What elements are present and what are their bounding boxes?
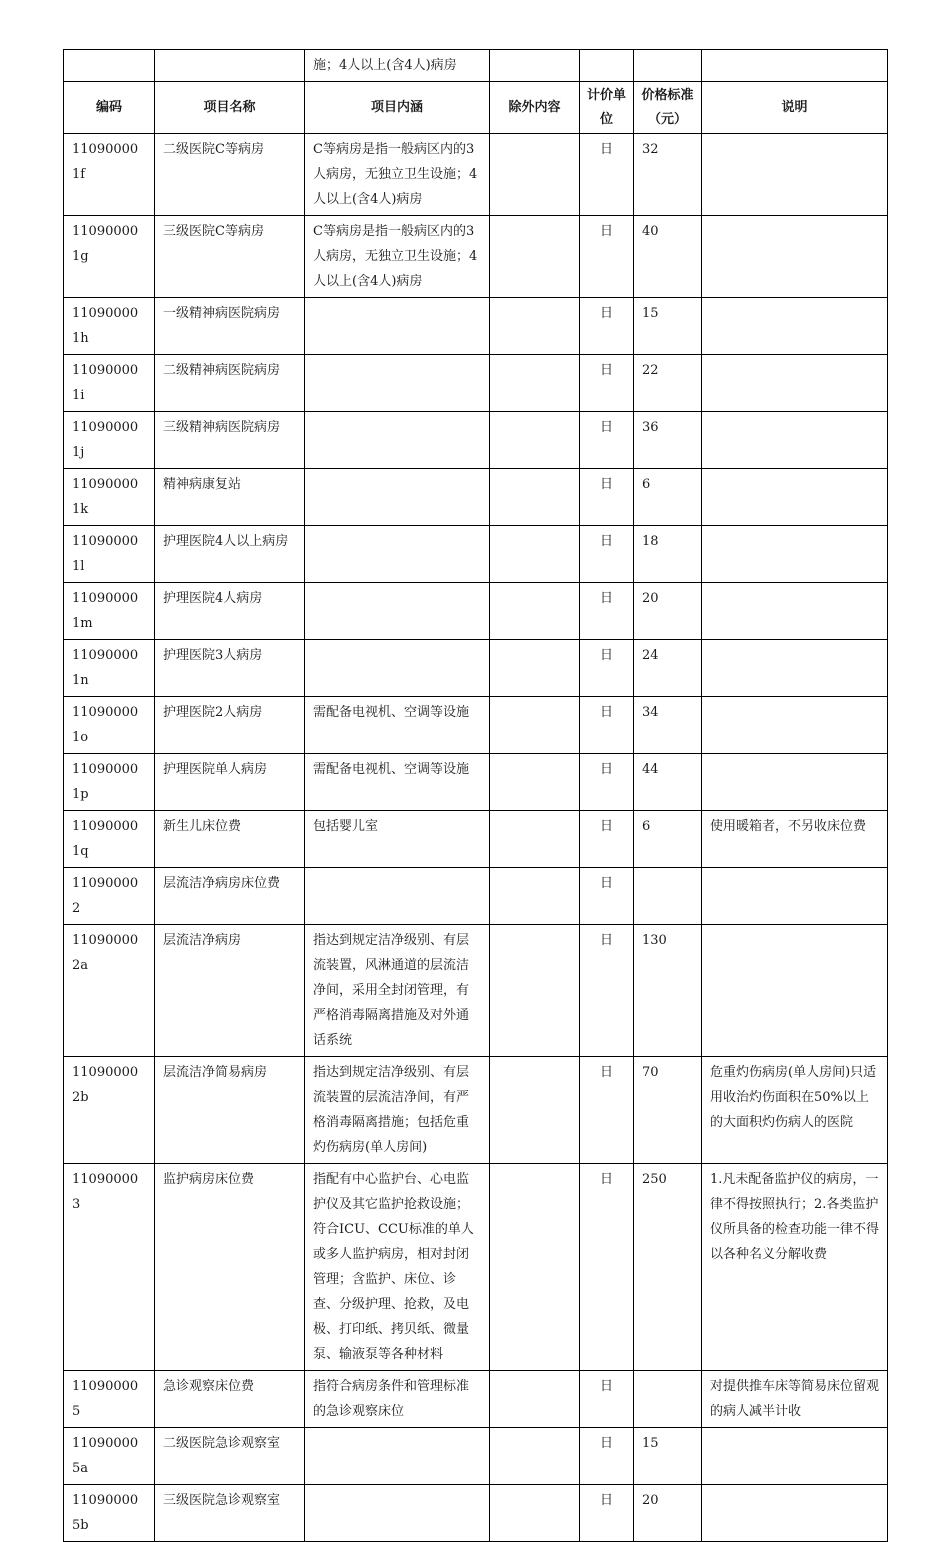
- exclusion-cell: [490, 1371, 580, 1428]
- name-cell: 层流洁净简易病房: [155, 1057, 305, 1164]
- code-cell: 110900001n: [64, 640, 155, 697]
- name-cell: 三级精神病医院病房: [155, 412, 305, 469]
- name-cell: 护理医院3人病房: [155, 640, 305, 697]
- content-cell: [305, 526, 490, 583]
- code-cell: 110900005a: [64, 1428, 155, 1485]
- exclusion-cell: [490, 355, 580, 412]
- name-cell: 层流洁净病房: [155, 925, 305, 1057]
- price-cell: 6: [634, 469, 702, 526]
- name-cell: 精神病康复站: [155, 469, 305, 526]
- price-cell: [634, 868, 702, 925]
- exclusion-cell: [490, 469, 580, 526]
- header-row: [64, 82, 888, 134]
- table-row: [64, 754, 888, 811]
- unit-cell: 日: [580, 868, 634, 925]
- unit-cell: 日: [580, 355, 634, 412]
- unit-cell: 日: [580, 298, 634, 355]
- unit-cell: 日: [580, 134, 634, 216]
- unit-cell: 日: [580, 1485, 634, 1542]
- unit-cell: 日: [580, 1371, 634, 1428]
- table-row: [64, 811, 888, 868]
- name-cell: 二级精神病医院病房: [155, 355, 305, 412]
- exclusion-cell: [490, 640, 580, 697]
- exclusion-cell: [490, 1428, 580, 1485]
- table-row: [64, 298, 888, 355]
- table-row: [64, 1164, 888, 1371]
- exclusion-cell: [490, 216, 580, 298]
- unit-cell: 日: [580, 1164, 634, 1371]
- unit-cell: 日: [580, 583, 634, 640]
- table-row: [64, 583, 888, 640]
- exclusion-cell: [490, 134, 580, 216]
- unit-cell: 日: [580, 925, 634, 1057]
- code-cell: 110900001j: [64, 412, 155, 469]
- exclusion-cell: [490, 1485, 580, 1542]
- price-cell: 15: [634, 1428, 702, 1485]
- content-cell: [305, 583, 490, 640]
- price-cell: 130: [634, 925, 702, 1057]
- code-cell: 110900001q: [64, 811, 155, 868]
- continuation-row: [64, 50, 888, 82]
- price-cell: 70: [634, 1057, 702, 1164]
- unit-cell: 日: [580, 1428, 634, 1485]
- note-cell: [702, 697, 888, 754]
- price-table: [63, 49, 888, 1542]
- table-row: [64, 1485, 888, 1542]
- note-cell: [702, 216, 888, 298]
- name-cell: 新生儿床位费: [155, 811, 305, 868]
- unit-cell: 日: [580, 216, 634, 298]
- exclusion-cell: [490, 412, 580, 469]
- note-cell: 对提供推车床等简易床位留观的病人减半计收: [702, 1371, 888, 1428]
- code-cell: 110900002: [64, 868, 155, 925]
- price-cell: 32: [634, 134, 702, 216]
- unit-cell: 日: [580, 811, 634, 868]
- name-cell: 二级医院急诊观察室: [155, 1428, 305, 1485]
- exclusion-cell: [490, 298, 580, 355]
- table-row: [64, 412, 888, 469]
- table-row: [64, 640, 888, 697]
- content-cell: [305, 412, 490, 469]
- code-cell: 110900001i: [64, 355, 155, 412]
- exclusion-cell: [490, 583, 580, 640]
- table-row: [64, 216, 888, 298]
- header-price: 价格标准（元）: [634, 82, 702, 134]
- unit-cell: 日: [580, 697, 634, 754]
- note-cell: [702, 754, 888, 811]
- price-cell: 34: [634, 697, 702, 754]
- name-cell: 护理医院4人以上病房: [155, 526, 305, 583]
- content-cell: [305, 1485, 490, 1542]
- name-cell: 层流洁净病房床位费: [155, 868, 305, 925]
- note-cell: [702, 583, 888, 640]
- note-cell: [702, 355, 888, 412]
- code-cell: 110900005b: [64, 1485, 155, 1542]
- exclusion-cell: [490, 697, 580, 754]
- name-cell: 二级医院C等病房: [155, 134, 305, 216]
- note-cell: [702, 298, 888, 355]
- table-row: [64, 526, 888, 583]
- price-cell: 36: [634, 412, 702, 469]
- content-cell: 包括婴儿室: [305, 811, 490, 868]
- exclusion-cell: [490, 925, 580, 1057]
- table-row: [64, 469, 888, 526]
- price-cell: 22: [634, 355, 702, 412]
- content-cell: 需配备电视机、空调等设施: [305, 754, 490, 811]
- header-note: 说明: [702, 82, 888, 134]
- content-cell: [305, 640, 490, 697]
- price-cell: [634, 1371, 702, 1428]
- table-row: [64, 134, 888, 216]
- code-cell: 110900005: [64, 1371, 155, 1428]
- name-cell: 监护病房床位费: [155, 1164, 305, 1371]
- exclusion-cell: [490, 526, 580, 583]
- header-content: 项目内涵: [305, 82, 490, 134]
- name-cell: 急诊观察床位费: [155, 1371, 305, 1428]
- table-row: [64, 355, 888, 412]
- content-cell: 指符合病房条件和管理标准的急诊观察床位: [305, 1371, 490, 1428]
- code-cell: 110900001p: [64, 754, 155, 811]
- note-cell: [702, 469, 888, 526]
- exclusion-cell: [490, 868, 580, 925]
- exclusion-cell: [490, 811, 580, 868]
- code-cell: 110900001k: [64, 469, 155, 526]
- unit-cell: 日: [580, 754, 634, 811]
- content-cell: 指达到规定洁净级别、有层流装置的层流洁净间，有严格消毒隔离措施；包括危重灼伤病房(单人房间): [305, 1057, 490, 1164]
- content-cell: [305, 868, 490, 925]
- price-cell: 18: [634, 526, 702, 583]
- note-cell: [702, 1485, 888, 1542]
- continued-content: 施；4人以上(含4人)病房: [305, 50, 490, 82]
- note-cell: 危重灼伤病房(单人房间)只适用收治灼伤面积在50%以上的大面积灼伤病人的医院: [702, 1057, 888, 1164]
- price-cell: 40: [634, 216, 702, 298]
- unit-cell: 日: [580, 412, 634, 469]
- note-cell: [702, 868, 888, 925]
- price-cell: 6: [634, 811, 702, 868]
- unit-cell: 日: [580, 526, 634, 583]
- header-code: 编码: [64, 82, 155, 134]
- content-cell: [305, 298, 490, 355]
- note-cell: [702, 1428, 888, 1485]
- code-cell: 110900001m: [64, 583, 155, 640]
- price-cell: 20: [634, 1485, 702, 1542]
- content-cell: [305, 1428, 490, 1485]
- note-cell: [702, 640, 888, 697]
- note-cell: 1.凡未配备监护仪的病房，一律不得按照执行；2.各类监护仪所具备的检查功能一律不得以各种名义分解收费: [702, 1164, 888, 1371]
- exclusion-cell: [490, 1164, 580, 1371]
- content-cell: 需配备电视机、空调等设施: [305, 697, 490, 754]
- price-cell: 44: [634, 754, 702, 811]
- unit-cell: 日: [580, 1057, 634, 1164]
- unit-cell: 日: [580, 640, 634, 697]
- content-cell: C等病房是指一般病区内的3人病房，无独立卫生设施；4人以上(含4人)病房: [305, 134, 490, 216]
- exclusion-cell: [490, 754, 580, 811]
- note-cell: [702, 526, 888, 583]
- table-row: [64, 1371, 888, 1428]
- note-cell: 使用暖箱者，不另收床位费: [702, 811, 888, 868]
- code-cell: 110900001f: [64, 134, 155, 216]
- table-row: [64, 868, 888, 925]
- exclusion-cell: [490, 1057, 580, 1164]
- table-row: [64, 697, 888, 754]
- table-row: [64, 1428, 888, 1485]
- note-cell: [702, 925, 888, 1057]
- code-cell: 110900002a: [64, 925, 155, 1057]
- code-cell: 110900002b: [64, 1057, 155, 1164]
- code-cell: 110900001h: [64, 298, 155, 355]
- note-cell: [702, 412, 888, 469]
- code-cell: 110900003: [64, 1164, 155, 1371]
- code-cell: 110900001o: [64, 697, 155, 754]
- table-row: [64, 1057, 888, 1164]
- content-cell: [305, 469, 490, 526]
- content-cell: [305, 355, 490, 412]
- name-cell: 三级医院C等病房: [155, 216, 305, 298]
- name-cell: 护理医院单人病房: [155, 754, 305, 811]
- price-cell: 15: [634, 298, 702, 355]
- price-cell: 20: [634, 583, 702, 640]
- price-cell: 24: [634, 640, 702, 697]
- unit-cell: 日: [580, 469, 634, 526]
- name-cell: 护理医院2人病房: [155, 697, 305, 754]
- header-name: 项目名称: [155, 82, 305, 134]
- code-cell: 110900001l: [64, 526, 155, 583]
- name-cell: 一级精神病医院病房: [155, 298, 305, 355]
- table-row: [64, 925, 888, 1057]
- content-cell: 指配有中心监护台、心电监护仪及其它监护抢救设施；符合ICU、CCU标准的单人或多人监护病房，相对封闭管理；含监护、床位、诊查、分级护理、抢救，及电极、打印纸、拷贝纸、微量泵、输液泵等各种材料: [305, 1164, 490, 1371]
- content-cell: C等病房是指一般病区内的3人病房，无独立卫生设施；4人以上(含4人)病房: [305, 216, 490, 298]
- name-cell: 护理医院4人病房: [155, 583, 305, 640]
- header-exclusion: 除外内容: [490, 82, 580, 134]
- content-cell: 指达到规定洁净级别、有层流装置，风淋通道的层流洁净间，采用全封闭管理，有严格消毒隔离措施及对外通话系统: [305, 925, 490, 1057]
- name-cell: 三级医院急诊观察室: [155, 1485, 305, 1542]
- price-cell: 250: [634, 1164, 702, 1371]
- note-cell: [702, 134, 888, 216]
- header-unit: 计价单位: [580, 82, 634, 134]
- code-cell: 110900001g: [64, 216, 155, 298]
